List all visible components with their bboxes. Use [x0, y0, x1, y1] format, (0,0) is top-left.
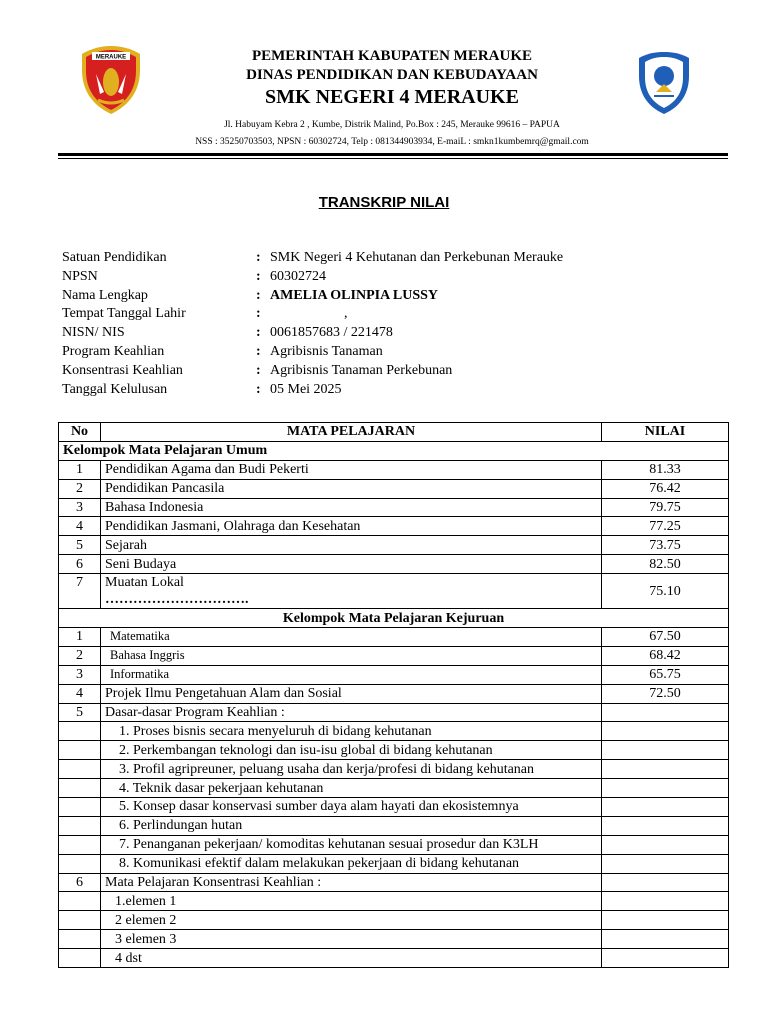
row-no-empty [59, 911, 101, 930]
document-title: TRANSKRIP NILAI [318, 194, 450, 211]
row-grade: 68.42 [602, 646, 729, 665]
row-grade-empty [602, 911, 729, 930]
row-subject: 2. Perkembangan teknologi dan isu-isu global di bidang kehutanan [101, 741, 602, 760]
row-no: 6 [59, 873, 101, 892]
row-subject: Matematika [101, 628, 602, 647]
info-value: , [344, 306, 348, 322]
info-label: Program Keahlian [62, 343, 165, 359]
dinas-pendidikan-logo [636, 50, 692, 116]
table-row [59, 460, 729, 479]
header-grade: NILAI [602, 423, 729, 442]
row-subject: Bahasa Inggris [101, 646, 602, 665]
table-row-sub [59, 722, 729, 741]
row-subject: Pendidikan Pancasila [101, 479, 602, 498]
table-header-row [59, 423, 729, 442]
row-no: 5 [59, 703, 101, 722]
header-department: DINAS PENDIDIKAN DAN KEBUDAYAAN [246, 67, 538, 83]
row-grade-empty [602, 760, 729, 779]
row-subject: Seni Budaya [101, 555, 602, 574]
row-subject: Pendidikan Agama dan Budi Pekerti [101, 460, 602, 479]
header-contact: NSS : 35250703503, NPSN : 60302724, Telp : 081344903934, E-maiL : smkn1kumbemrq@gmail.com [195, 137, 589, 147]
row-no-empty [59, 760, 101, 779]
row-no: 2 [59, 646, 101, 665]
table-row-sub [59, 930, 729, 949]
row-grade-empty [602, 741, 729, 760]
row-grade: 76.42 [602, 479, 729, 498]
table-row [59, 555, 729, 574]
row-no: 1 [59, 460, 101, 479]
table-row-sub [59, 798, 729, 817]
info-value: 05 Mei 2025 [270, 381, 342, 397]
row-subject: 4 dst [101, 949, 602, 968]
row-grade: 77.25 [602, 517, 729, 536]
table-row-sub [59, 854, 729, 873]
row-no: 4 [59, 517, 101, 536]
row-no-empty [59, 835, 101, 854]
info-label: Satuan Pendidikan [62, 250, 167, 265]
merauke-regency-logo [78, 44, 144, 116]
row-grade: 79.75 [602, 498, 729, 517]
table-row-local [59, 574, 729, 609]
header-school-name: SMK NEGERI 4 MERAUKE [265, 86, 519, 108]
row-subject: 2 elemen 2 [101, 911, 602, 930]
row-grade-empty [602, 949, 729, 968]
row-grade-empty [602, 798, 729, 817]
info-colon: : [256, 287, 261, 303]
row-subject: Mata Pelajaran Konsentrasi Keahlian : [101, 873, 602, 892]
row-grade: 72.50 [602, 684, 729, 703]
row-subject: Projek Ilmu Pengetahuan Alam dan Sosial [101, 684, 602, 703]
row-subject: 3. Profil agripreuner, peluang usaha dan kerja/profesi di bidang kehutanan [101, 760, 602, 779]
row-subject: 1.elemen 1 [101, 892, 602, 911]
row-no: 3 [59, 498, 101, 517]
table-row [59, 646, 729, 665]
row-subject: 4. Teknik dasar pekerjaan kehutanan [101, 779, 602, 798]
info-label: Konsentrasi Keahlian [62, 362, 183, 378]
row-subject: 6. Perlindungan hutan [101, 816, 602, 835]
row-no: 7 [59, 574, 101, 609]
table-row [59, 684, 729, 703]
logo-left-text: MERAUKE [95, 54, 127, 61]
row-no: 6 [59, 555, 101, 574]
row-grade: 73.75 [602, 536, 729, 555]
row-grade: 82.50 [602, 555, 729, 574]
info-value: AMELIA OLINPIA LUSSY [270, 287, 439, 303]
table-row-sub [59, 835, 729, 854]
row-subject: 3 elemen 3 [101, 930, 602, 949]
info-value: 0061857683 / 221478 [270, 325, 393, 341]
row-subject: Pendidikan Jasmani, Olahraga dan Kesehatan [101, 517, 602, 536]
row-grade-empty [602, 873, 729, 892]
header-address: Jl. Habuyam Kebra 2 , Kumbe, Distrik Malind, Po.Box : 245, Merauke 99616 – PAPUA [224, 120, 560, 130]
local-subject-label: Muatan Lokal [105, 575, 184, 591]
row-no: 1 [59, 628, 101, 647]
row-subject: Informatika [101, 665, 602, 684]
row-grade: 75.10 [602, 574, 729, 609]
row-grade-empty [602, 835, 729, 854]
row-no-empty [59, 892, 101, 911]
table-row [59, 536, 729, 555]
table-row-sub [59, 892, 729, 911]
info-colon: : [256, 325, 261, 341]
grades-table [58, 422, 729, 968]
info-value: SMK Negeri 4 Kehutanan dan Perkebunan Merauke [270, 250, 564, 265]
header-divider-thin [58, 158, 728, 159]
info-colon: : [256, 250, 261, 265]
row-no: 2 [59, 479, 101, 498]
row-no: 5 [59, 536, 101, 555]
table-row-sub [59, 816, 729, 835]
header-government: PEMERINTAH KABUPATEN MERAUKE [251, 48, 532, 64]
table-row-sub [59, 911, 729, 930]
table-row [59, 703, 729, 722]
table-row [59, 628, 729, 647]
info-value: Agribisnis Tanaman [270, 343, 383, 359]
row-subject: Bahasa Indonesia [101, 498, 602, 517]
row-grade: 67.50 [602, 628, 729, 647]
row-grade-empty [602, 722, 729, 741]
info-colon: : [256, 381, 261, 397]
info-colon: : [256, 268, 261, 284]
group-row-vocational [59, 609, 729, 628]
row-no-empty [59, 722, 101, 741]
header-subject: MATA PELAJARAN [101, 423, 602, 442]
row-no-empty [59, 854, 101, 873]
info-value: 60302724 [270, 268, 326, 284]
row-subject: 5. Konsep dasar konservasi sumber daya alam hayati dan ekosistemnya [101, 798, 602, 817]
row-subject: Sejarah [101, 536, 602, 555]
group-general-label: Kelompok Mata Pelajaran Umum [59, 441, 729, 460]
row-subject: Dasar-dasar Program Keahlian : [101, 703, 602, 722]
info-label: NISN/ NIS [62, 325, 125, 341]
info-label: Tanggal Kelulusan [62, 381, 168, 397]
row-subject: 1. Proses bisnis secara menyeluruh di bidang kehutanan [101, 722, 602, 741]
table-row [59, 479, 729, 498]
table-row-sub [59, 741, 729, 760]
row-grade: 81.33 [602, 460, 729, 479]
info-colon: : [256, 343, 261, 359]
row-no-empty [59, 741, 101, 760]
row-subject-local [101, 574, 602, 609]
info-value: Agribisnis Tanaman Perkebunan [270, 362, 453, 378]
table-row [59, 873, 729, 892]
info-colon: : [256, 362, 261, 378]
row-no-empty [59, 949, 101, 968]
row-no-empty [59, 930, 101, 949]
group-vocational-label: Kelompok Mata Pelajaran Kejuruan [59, 609, 729, 628]
row-no: 4 [59, 684, 101, 703]
row-grade-empty [602, 779, 729, 798]
row-grade-empty [602, 703, 729, 722]
info-label: Tempat Tanggal Lahir [62, 306, 186, 322]
row-grade-empty [602, 892, 729, 911]
row-no-empty [59, 798, 101, 817]
row-grade-empty [602, 930, 729, 949]
table-row [59, 498, 729, 517]
row-no-empty [59, 816, 101, 835]
row-no: 3 [59, 665, 101, 684]
row-subject: 8. Komunikasi efektif dalam melakukan pekerjaan di bidang kehutanan [101, 854, 602, 873]
row-grade-empty [602, 816, 729, 835]
table-row [59, 517, 729, 536]
group-row-general [59, 441, 729, 460]
header-divider-thick [58, 153, 728, 156]
table-row [59, 665, 729, 684]
row-no-empty [59, 779, 101, 798]
local-subject-dots: …………………………. [105, 592, 249, 608]
info-label: NPSN [62, 268, 98, 284]
row-grade-empty [602, 854, 729, 873]
row-grade: 65.75 [602, 665, 729, 684]
info-colon: : [256, 306, 261, 322]
header-no: No [59, 423, 101, 442]
info-label: Nama Lengkap [62, 287, 148, 303]
table-row-sub [59, 760, 729, 779]
row-subject: 7. Penanganan pekerjaan/ komoditas kehutanan sesuai prosedur dan K3LH [101, 835, 602, 854]
table-row-sub [59, 779, 729, 798]
table-row-sub [59, 949, 729, 968]
